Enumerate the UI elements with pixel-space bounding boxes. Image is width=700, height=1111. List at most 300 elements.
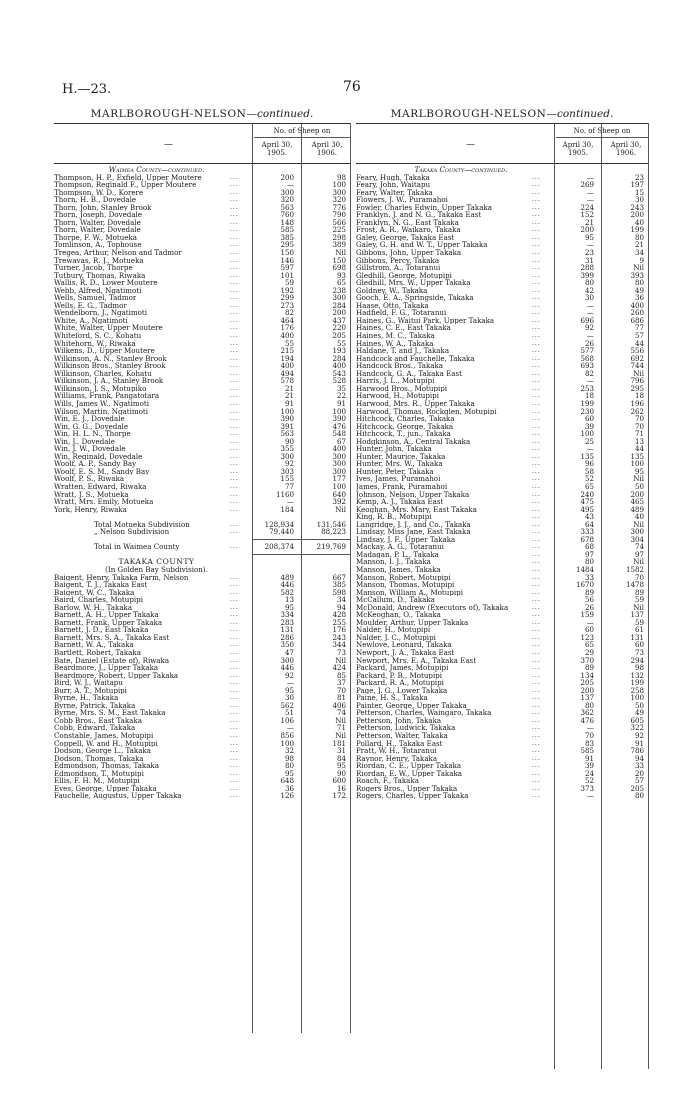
sheep-1906-value: 55 — [336, 338, 346, 348]
owner-name: Feary, John, Waitapu — [356, 181, 431, 189]
table-row — [54, 400, 350, 408]
leader-dots: ... — [230, 792, 239, 800]
table-row — [54, 679, 350, 687]
sheep-1905-value: 92 — [284, 670, 294, 680]
leader-dots: ... — [532, 603, 541, 611]
sheep-1906-value: 40 — [634, 217, 644, 227]
leader-dots: ... — [532, 407, 541, 415]
table-row — [356, 340, 648, 348]
table-row — [356, 204, 648, 212]
sheep-1905-value: 400 — [280, 361, 294, 371]
leader-dots: ... — [532, 211, 541, 219]
owner-name: Constable, James, Motupipi — [54, 732, 154, 740]
table-row — [356, 664, 648, 672]
sheep-1905-value: — — [286, 678, 294, 688]
leader-dots: ... — [230, 196, 239, 204]
sheep-1906-value: 65 — [336, 278, 346, 288]
leader-dots: ... — [230, 505, 239, 513]
sheep-1906-value: 73 — [336, 648, 346, 657]
leader-dots: ... — [532, 762, 541, 770]
sheep-1906-value: 489 — [630, 504, 644, 514]
owner-name: Johnson, Nelson, Upper Takaka — [356, 490, 470, 499]
sheep-1906-value: 181 — [332, 738, 346, 748]
sheep-1905-value: 32 — [284, 746, 294, 756]
sheep-1905-value: 95 — [284, 602, 294, 612]
owner-name: Thompson, Reginald F., Upper Moutere — [54, 181, 197, 189]
leader-dots: ... — [230, 603, 239, 611]
table-row — [54, 181, 350, 189]
table-row — [356, 211, 648, 219]
sheep-1906-value: 667 — [332, 572, 346, 582]
owner-name: Burr, A. T., Motupipi — [54, 686, 127, 695]
leader-dots: ... — [532, 498, 541, 506]
leader-dots: ... — [532, 218, 541, 226]
leader-dots: ... — [230, 573, 239, 581]
sheep-1905-value: 90 — [284, 436, 294, 446]
sheep-1905-value: 585 — [580, 746, 594, 756]
owner-name: Flowers, J. W., Puramahoi — [356, 196, 448, 204]
leader-dots: ... — [230, 226, 239, 234]
table-row — [54, 317, 350, 325]
owner-name: Tutbury, Thomas, Riwaka — [54, 271, 146, 280]
owner-name: Hunter, Peter, Takaka — [356, 467, 434, 476]
owner-name: Thorn, John, Stanley Brook — [54, 203, 152, 212]
table-row — [54, 604, 350, 612]
leader-dots: ... — [532, 664, 541, 672]
sheep-1905-value: 568 — [580, 353, 594, 363]
sheep-1905-value: 64 — [584, 519, 594, 529]
sheep-1905-value: 391 — [280, 421, 294, 431]
leader-dots: ... — [230, 611, 239, 619]
sheep-1905-value: 96 — [584, 459, 594, 469]
sheep-1905-value: — — [586, 240, 594, 250]
table-row — [356, 777, 648, 785]
table-row — [54, 468, 350, 476]
sheep-1906-value: Nil — [633, 519, 644, 529]
leader-dots: ... — [230, 294, 239, 302]
sheep-1905-value: 597 — [280, 263, 294, 273]
sheep-1906-value: 44 — [634, 444, 644, 454]
table-row — [54, 483, 350, 491]
owner-name: Wilkinson, A. N., Stanley Brook — [54, 354, 167, 363]
table-row — [356, 740, 648, 748]
table-row — [54, 189, 350, 197]
sheep-1905-value: 400 — [280, 331, 294, 341]
table-row — [356, 611, 648, 619]
sheep-1906-value: Nil — [633, 263, 644, 273]
owner-name: Handcock Bros., Takaka — [356, 362, 444, 370]
sheep-1905-value: — — [586, 617, 594, 627]
owner-name: Painter, George, Upper Takaka — [356, 701, 467, 710]
sheep-1906-value: 70 — [634, 421, 644, 431]
sheep-1906-value: 205 — [630, 783, 644, 793]
leader-dots: ... — [230, 694, 239, 702]
county-title-text: TAKAKA COUNTY — [118, 558, 195, 566]
leader-dots: ... — [532, 369, 541, 377]
sheep-1906-value: 70 — [634, 414, 644, 424]
sheep-1906-value: 91 — [634, 738, 644, 748]
sheep-1906-value: 692 — [630, 353, 644, 363]
sheep-1905-value: 334 — [280, 610, 294, 620]
column-rule — [554, 123, 555, 1069]
leader-dots: ... — [532, 739, 541, 747]
owner-name: Whiteford, S. C., Kohatu — [54, 332, 142, 340]
table-row — [54, 694, 350, 702]
leader-dots: ... — [532, 173, 541, 181]
owner-name: Thorn, Walter, Dovedale — [54, 218, 141, 227]
leader-dots: ... — [532, 490, 541, 498]
table-row — [356, 641, 648, 649]
leader-dots: ... — [532, 241, 541, 249]
total-label: „ Nelson Subdivision — [94, 528, 170, 536]
owner-name: Byrne, H., Takaka — [54, 694, 119, 702]
owner-name: Whitehorn, W., Riwaka — [54, 339, 136, 348]
leader-dots: ... — [230, 279, 239, 287]
leader-dots: ... — [532, 543, 541, 551]
owner-name: Manson, William A., Motupipi — [356, 588, 463, 597]
table-row — [356, 619, 648, 627]
sheep-1906-value: 85 — [336, 670, 346, 680]
sheep-1905-value: 856 — [280, 731, 294, 741]
table-row — [356, 626, 648, 634]
table-row — [54, 702, 350, 710]
sheep-1906-value: 67 — [336, 436, 346, 446]
sheep-1905-value: 253 — [580, 383, 594, 393]
sheep-1905-value: — — [586, 331, 594, 341]
sheep-1906-value: 22 — [336, 391, 346, 401]
sheep-1906-value: 35 — [336, 383, 346, 393]
table-row — [356, 302, 648, 310]
owner-name: Franklyn, J. and N. G., Takaka East — [356, 211, 482, 219]
owner-name: Wilkinson, Charles, Kohatu — [54, 369, 152, 378]
leader-dots: ... — [230, 173, 239, 181]
leader-dots: ... — [230, 407, 239, 415]
leader-dots: ... — [230, 686, 239, 694]
sheep-count-header: No. of Sheep on — [556, 127, 648, 138]
leader-dots: ... — [532, 701, 541, 709]
sheep-1905-value: 24 — [584, 768, 594, 778]
owner-name: Riordan, C. E., Upper Takaka — [356, 762, 462, 770]
sheep-1905-value: 31 — [584, 255, 594, 265]
sheep-1905-value: 95 — [584, 232, 594, 242]
sheep-1906-value: 600 — [332, 776, 346, 786]
table-row — [356, 574, 648, 582]
leader-dots: ... — [532, 445, 541, 453]
sheep-1906-value: 1478 — [625, 580, 644, 590]
sheep-1905-value: 126 — [280, 791, 294, 801]
leader-dots: ... — [230, 384, 239, 392]
leader-dots: ... — [230, 324, 239, 332]
owner-name: Newport, J. A., Takaka East — [356, 649, 455, 657]
owner-name: Webb, Alfred, Ngatimoti — [54, 286, 142, 295]
sheep-1905-value: 58 — [584, 466, 594, 476]
table-row — [54, 626, 350, 634]
sheep-1905-value: 152 — [580, 210, 594, 220]
leader-dots: ... — [532, 467, 541, 475]
table-row — [356, 174, 648, 182]
sheep-1905-value: 59 — [284, 278, 294, 288]
sheep-1906-value: 61 — [634, 625, 644, 635]
county-heading — [54, 166, 350, 174]
sheep-1905-value: 137 — [580, 693, 594, 703]
leader-dots: ... — [230, 249, 239, 257]
sheep-1906-value: Nil — [335, 655, 346, 665]
table-row — [356, 257, 648, 265]
sheep-1906-value: 300 — [332, 293, 346, 303]
sheep-1905-value: — — [286, 497, 294, 507]
owner-name: Bartlett, Robert, Takaka — [54, 649, 141, 657]
owner-name: Feary, Walter, Takaka — [356, 188, 433, 197]
table-row — [356, 513, 648, 521]
table-row — [356, 226, 648, 234]
sheep-1906-value: 298 — [332, 232, 346, 242]
table-row — [356, 770, 648, 778]
leader-dots: ... — [230, 701, 239, 709]
owner-name: Haines, C. E., East Takaka — [356, 324, 451, 333]
sheep-1906-value: 284 — [332, 353, 346, 363]
sheep-1905-value: 1484 — [575, 564, 594, 574]
table-row — [356, 309, 648, 317]
leader-dots: ... — [532, 724, 541, 732]
leader-dots: ... — [532, 249, 541, 257]
leader-dots: ... — [230, 445, 239, 453]
sheep-1906-value: 640 — [332, 489, 346, 499]
leader-dots: ... — [532, 784, 541, 792]
leader-dots: ... — [230, 264, 239, 272]
sheep-1905-value: 184 — [280, 504, 294, 514]
owner-name: Keoghan, Mrs. Mary, East Takaka — [356, 505, 477, 514]
owner-name: Petterson, Walter, Takaka — [356, 732, 448, 740]
sheep-1905-value: 42 — [584, 285, 594, 295]
table-row — [356, 332, 648, 340]
sheep-1906-value: 543 — [332, 368, 346, 378]
sheep-1906-value: 205 — [332, 331, 346, 341]
sheep-1906-value: 93 — [336, 270, 346, 280]
sheep-1906-value: 13 — [634, 436, 644, 446]
sheep-1906-value: 33 — [634, 761, 644, 771]
sheep-1905-value: 80 — [284, 761, 294, 771]
sheep-1905-value: 230 — [580, 406, 594, 416]
leader-dots: ... — [532, 324, 541, 332]
sheep-1906-value: 476 — [332, 421, 346, 431]
sheep-1906-value: 23 — [634, 172, 644, 182]
table-row — [54, 581, 350, 589]
sheep-1905-value: 23 — [584, 248, 594, 258]
sheep-1906-value: 95 — [336, 761, 346, 771]
table-row — [54, 619, 350, 627]
sheep-1906-value: 260 — [630, 308, 644, 318]
leader-dots: ... — [230, 618, 239, 626]
table-row — [356, 506, 648, 514]
owner-name: Haldane, T. and J., Takaka — [356, 347, 450, 355]
sheep-1905-value: 300 — [280, 187, 294, 197]
table-row — [356, 483, 648, 491]
sheep-1905-value: 65 — [584, 481, 594, 491]
sheep-1905-value: 43 — [584, 512, 594, 522]
sheep-1905-value: 192 — [280, 285, 294, 295]
owner-name: Woolf, E. S. M., Sandy Bay — [54, 467, 150, 476]
table-row — [356, 792, 648, 800]
leader-dots: ... — [230, 452, 239, 460]
sheep-1905-value: 273 — [280, 300, 294, 310]
sheep-1905-value: 51 — [284, 708, 294, 718]
owner-name: Hadfield, F. G., Totaranui — [356, 309, 447, 317]
sheep-1905-value: 155 — [280, 474, 294, 484]
table-row — [356, 672, 648, 680]
sheep-1905-value: 585 — [280, 225, 294, 235]
table-row — [356, 709, 648, 717]
owner-name: Harwood, Mrs. R., Upper Takaka — [356, 399, 475, 408]
table-row — [54, 355, 350, 363]
sheep-1906-value: 199 — [630, 225, 644, 235]
owner-name: Gibbons, Percy, Takaka — [356, 256, 440, 265]
sheep-1906-value: 598 — [332, 587, 346, 597]
sheep-1906-value: 193 — [332, 346, 346, 356]
sheep-1905-value: 362 — [580, 708, 594, 718]
table-row — [54, 453, 350, 461]
total-row — [54, 528, 350, 536]
sheep-1905-value: 60 — [584, 625, 594, 635]
owner-name: Barnett, Mrs. S. A., Takaka East — [54, 633, 170, 642]
leader-dots: ... — [532, 354, 541, 362]
sheep-1905-value: — — [586, 308, 594, 318]
table-row — [54, 362, 350, 370]
owner-name: Wilkinson, J. A., Stanley Brook — [54, 377, 164, 385]
sheep-1906-value: 219,769 — [316, 542, 346, 552]
sheep-1906-value: 34 — [634, 248, 644, 258]
table-row — [54, 755, 350, 763]
leader-dots: ... — [230, 316, 239, 324]
page-number: 76 — [343, 79, 361, 95]
table-row — [356, 551, 648, 559]
sheep-1906-value: 556 — [630, 346, 644, 356]
leader-dots: ... — [230, 377, 239, 385]
sheep-1905-value: — — [586, 187, 594, 197]
leader-dots: ... — [230, 286, 239, 294]
table-row — [54, 475, 350, 483]
sheep-1905-value: — — [586, 376, 594, 386]
owner-name: Wratt, Mrs. Emily, Motueka — [54, 498, 154, 506]
sheep-1906-value: 81 — [336, 693, 346, 703]
owner-name: Wilkens, D., Upper Moutere — [54, 347, 155, 355]
left-table-header: — No. of Sheep on April 30, 1905. April 30, 1906. — [54, 123, 350, 164]
leader-dots: ... — [532, 233, 541, 241]
sheep-1905-value: 295 — [280, 240, 294, 250]
leader-dots: ... — [532, 679, 541, 687]
sheep-1906-value: 605 — [630, 715, 644, 725]
table-row — [356, 687, 648, 695]
col-1906-header: April 30, 1906. — [311, 141, 343, 157]
table-row — [54, 392, 350, 400]
table-row — [356, 249, 648, 257]
sheep-1906-value: 91 — [336, 398, 346, 408]
leader-dots: ... — [230, 256, 239, 264]
sheep-1906-value: 196 — [630, 398, 644, 408]
sheep-1906-value: 1582 — [625, 564, 644, 574]
leader-dots: ... — [532, 505, 541, 513]
sheep-1905-value: 25 — [584, 436, 594, 446]
sheep-1905-value: 760 — [280, 210, 294, 220]
owner-name: Haines, M. C., Takaka — [356, 332, 435, 340]
sheep-1905-value: 70 — [584, 731, 594, 741]
sheep-1905-value: 100 — [280, 406, 294, 416]
sheep-1906-value: 70 — [634, 572, 644, 582]
table-row — [54, 611, 350, 619]
sheep-1906-value: 71 — [336, 723, 346, 733]
sheep-1906-value: 97 — [634, 549, 644, 559]
sheep-1906-value: 57 — [634, 776, 644, 786]
sheep-1906-value: 238 — [332, 285, 346, 295]
sheep-1906-value: Nil — [633, 368, 644, 378]
leader-dots: ... — [230, 369, 239, 377]
leader-dots: ... — [230, 656, 239, 664]
owner-name: Nalder, H., Motupipi — [356, 626, 431, 634]
col-1905-header: April 30, 1905. — [562, 141, 594, 157]
table-row — [356, 264, 648, 272]
sheep-1906-value: 300 — [630, 527, 644, 537]
table-row — [54, 211, 350, 219]
leader-dots: ... — [230, 769, 239, 777]
table-row — [356, 272, 648, 280]
owner-name: Win, H. L. N., Thorpe — [54, 430, 131, 438]
table-row — [356, 491, 648, 499]
sheep-1906-value: Nil — [633, 474, 644, 484]
leader-dots: ... — [532, 633, 541, 641]
sheep-1906-value: 100 — [332, 406, 346, 416]
owner-name: Lindsay, J. F., Upper Takaka — [356, 535, 456, 544]
owner-name: Manson, Thomas, Motupipi — [356, 581, 455, 589]
sheep-1906-value: 80 — [634, 791, 644, 801]
table-row — [356, 657, 648, 665]
sheep-1905-value: 563 — [280, 202, 294, 212]
sheep-1906-value: 15 — [634, 187, 644, 197]
sheep-1905-value: 89 — [584, 587, 594, 597]
owner-name: Hunter, Mrs. W., Takaka — [356, 460, 443, 468]
sheep-1905-value: 300 — [280, 655, 294, 665]
table-row — [356, 438, 648, 446]
sheep-1906-value: 300 — [332, 451, 346, 461]
owner-name: Gillstrom, A., Totaranui — [356, 264, 441, 272]
leader-dots: ... — [532, 482, 541, 490]
owner-name: Byrne, Patrick, Takaka — [54, 701, 136, 710]
table-row — [356, 732, 648, 740]
owner-name: Cobb Bros., East Takaka — [54, 716, 142, 725]
owner-name: Win, G. G., Dovedale — [54, 422, 129, 431]
table-row — [54, 272, 350, 280]
table-row — [54, 249, 350, 257]
sheep-1905-value: 582 — [280, 587, 294, 597]
sheep-1906-value: 40 — [634, 512, 644, 522]
table-row — [54, 196, 350, 204]
total-row — [54, 521, 350, 529]
leader-dots: ... — [230, 641, 239, 649]
owner-name: Petterson, John, Takaka — [356, 716, 442, 725]
table-row — [54, 445, 350, 453]
owner-name: Haines, G., Waitui Park, Upper Takaka — [356, 316, 495, 325]
sheep-1906-value: 100 — [332, 481, 346, 491]
sheep-1906-value: 80 — [634, 232, 644, 242]
owner-name: Manson, Robert, Motupipi — [356, 573, 451, 582]
county-title — [54, 558, 350, 566]
table-row — [54, 423, 350, 431]
left-rows — [54, 166, 350, 800]
sheep-1906-value: 344 — [332, 640, 346, 650]
sheep-1905-value: 18 — [584, 391, 594, 401]
sheep-1905-value: 286 — [280, 632, 294, 642]
leader-dots: ... — [532, 686, 541, 694]
sheep-1906-value: 200 — [630, 489, 644, 499]
sheep-1905-value: 39 — [584, 761, 594, 771]
